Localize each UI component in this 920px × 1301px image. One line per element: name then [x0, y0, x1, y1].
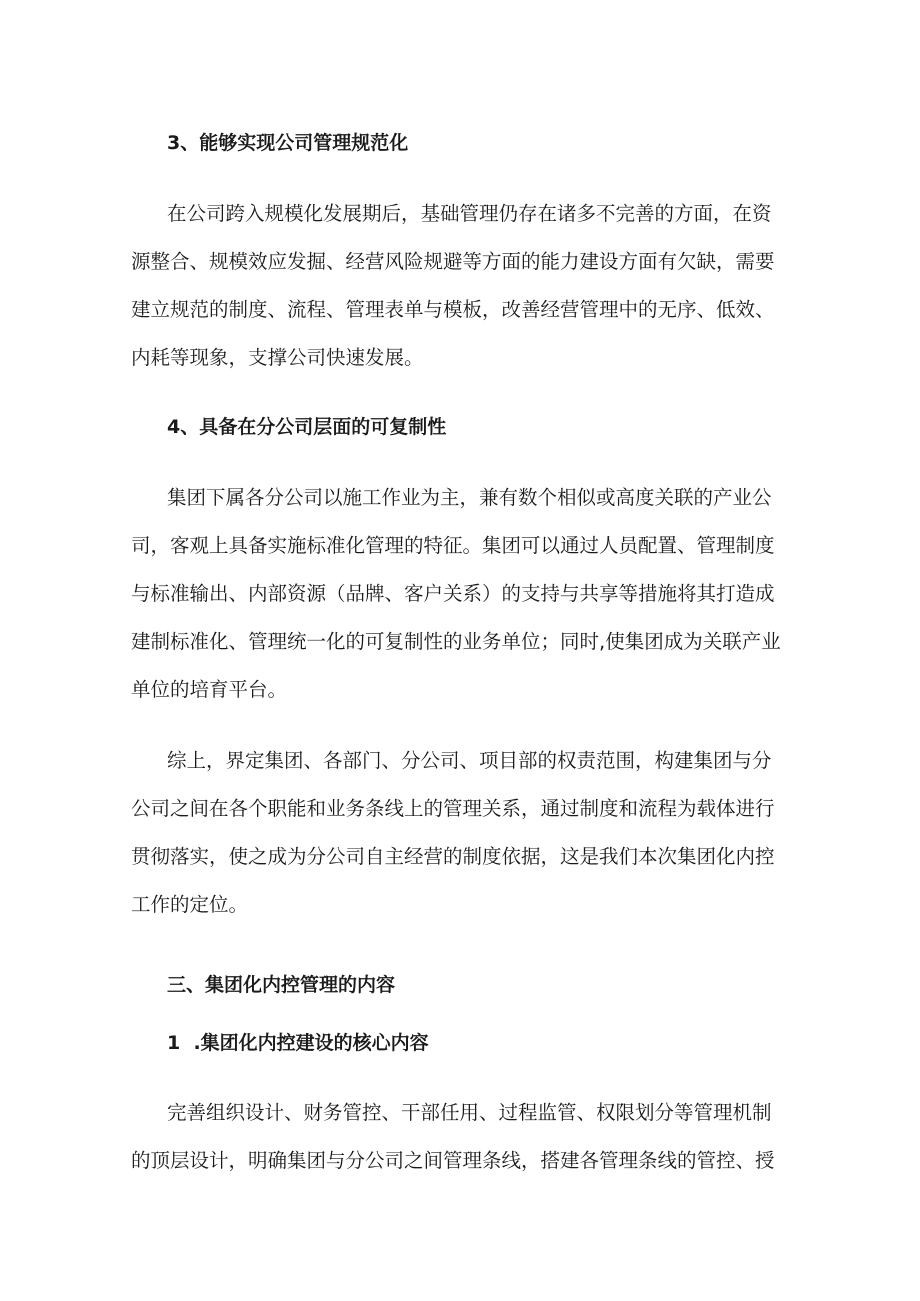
- text-line: 司，客观上具备实施标准化管理的特征。集团可以通过人员配置、管理制度: [131, 534, 775, 557]
- paragraph-core-content: [131, 1089, 799, 1185]
- text-line: 源整合、规模效应发掘、经营风险规避等方面的能力建设方面有欠缺，需要: [131, 250, 775, 273]
- text-line: 内耗等现象，支撑公司快速发展。: [131, 346, 424, 369]
- text-line: 在公司跨入规模化发展期后，基础管理仍存在诸多不完善的方面，在资: [167, 202, 772, 225]
- paragraph-summary: [131, 737, 799, 929]
- text-line: 建制标准化、管理统一化的可复制性的业务单位；同时,使集团成为关联产业: [131, 630, 781, 653]
- heading-4-replicability: 4、具备在分公司层面的可复制性: [167, 416, 447, 438]
- text-line: 工作的定位。: [131, 893, 249, 916]
- paragraph-replicability: [131, 474, 799, 714]
- text-line: 贯彻落实，使之成为分公司自主经营的制度依据，这是我们本次集团化内控: [131, 845, 775, 868]
- heading-3-standardization: 3、能够实现公司管理规范化: [167, 132, 409, 154]
- heading-1-core-content: 1 .集团化内控建设的核心内容: [167, 1032, 429, 1054]
- text-line: 与标准输出、内部资源（品牌、客户关系）的支持与共享等措施将其打造成: [131, 582, 775, 605]
- text-line: 集团下属各分公司以施工作业为主，兼有数个相似或高度关联的产业公: [167, 486, 772, 509]
- text-line: 公司之间在各个职能和业务条线上的管理关系，通过制度和流程为载体进行: [131, 797, 775, 820]
- heading-section-three: 三、集团化内控管理的内容: [167, 974, 396, 996]
- text-line: 建立规范的制度、流程、管理表单与模板，改善经营管理中的无序、低效、: [131, 298, 775, 321]
- text-line: 的顶层设计，明确集团与分公司之间管理条线，搭建各管理条线的管控、授: [131, 1149, 775, 1172]
- text-line: 完善组织设计、财务管控、干部任用、过程监管、权限划分等管理机制: [167, 1101, 772, 1124]
- text-line: 单位的培育平台。: [131, 678, 288, 701]
- paragraph-standardization: [131, 190, 799, 382]
- text-line: 综上，界定集团、各部门、分公司、项目部的权责范围，构建集团与分: [167, 749, 772, 772]
